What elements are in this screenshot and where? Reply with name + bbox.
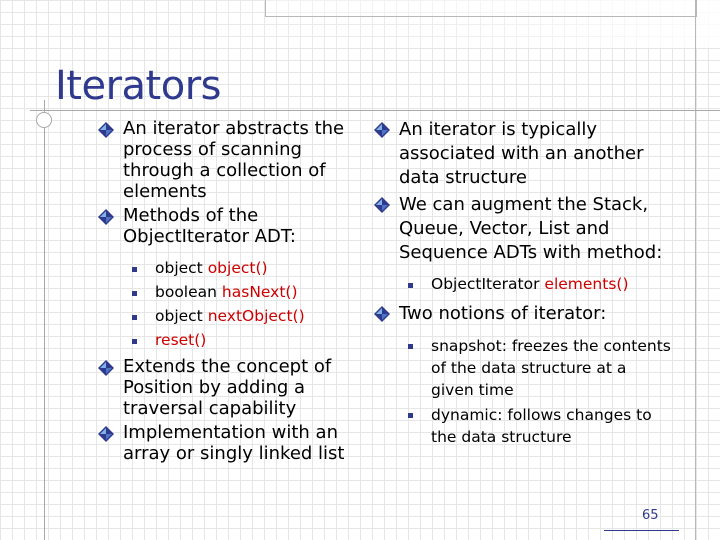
- method-item: [97, 280, 357, 304]
- square-bullet-icon: [132, 339, 137, 344]
- method-item: [97, 256, 357, 280]
- bullet-item: [97, 118, 357, 202]
- page-number-underline: [604, 530, 679, 531]
- method-item: [97, 304, 357, 328]
- slide-title: Iterators: [55, 63, 221, 109]
- square-bullet-icon: [408, 344, 413, 349]
- title-underline: [30, 110, 720, 111]
- method-name: elements(): [544, 275, 629, 293]
- square-bullet-icon: [408, 283, 413, 288]
- bullet-item: [97, 356, 357, 419]
- square-bullet-icon: [132, 291, 137, 296]
- bullet-item: [97, 205, 357, 247]
- right-decor-rule: [695, 0, 696, 540]
- square-bullet-icon: [132, 267, 137, 272]
- bullet-text: We can augment the Stack, Queue, Vector, List and Sequence ADTs with method:: [399, 194, 663, 263]
- method-type: boolean: [155, 283, 217, 301]
- square-bullet-icon: [408, 413, 413, 418]
- method-type: object: [155, 307, 203, 325]
- notion-item: [373, 335, 673, 401]
- diamond-bullet-icon: [97, 121, 115, 139]
- method-name: object(): [207, 259, 268, 277]
- notion-item: [373, 404, 673, 448]
- method-name: reset(): [155, 331, 207, 349]
- bullet-text: Two notions of iterator:: [399, 303, 607, 324]
- left-column: [97, 118, 357, 467]
- diamond-bullet-icon: [373, 305, 391, 323]
- method-item: [373, 272, 673, 296]
- diamond-bullet-icon: [373, 121, 391, 139]
- bullet-text: Methods of the ObjectIterator ADT:: [123, 205, 296, 247]
- right-column: [373, 118, 673, 451]
- page-number: 65: [642, 508, 659, 523]
- left-decor-rule: [44, 100, 45, 540]
- method-name: nextObject(): [207, 307, 305, 325]
- notion-text: dynamic: follows changes to the data structure: [431, 406, 652, 446]
- notion-text: snapshot: freezes the contents of the data structure at a given time: [431, 337, 671, 399]
- method-type: object: [155, 259, 203, 277]
- diamond-bullet-icon: [373, 196, 391, 214]
- diamond-bullet-icon: [97, 208, 115, 226]
- bullet-item: [97, 422, 357, 464]
- bullet-text: Extends the concept of Position by adding a traversal capability: [123, 356, 332, 419]
- method-name: hasNext(): [221, 283, 298, 301]
- bullet-item: [373, 193, 673, 265]
- square-bullet-icon: [132, 315, 137, 320]
- method-type: ObjectIterator: [431, 275, 540, 293]
- bullet-item: [373, 302, 673, 326]
- bullet-item: [373, 118, 673, 190]
- diamond-bullet-icon: [97, 359, 115, 377]
- method-item: [97, 328, 357, 352]
- bullet-text: An iterator is typically associated with an another data structure: [399, 119, 644, 188]
- diamond-bullet-icon: [97, 425, 115, 443]
- crosshair-decor-icon: [36, 112, 52, 128]
- top-decor-box: [265, 0, 697, 17]
- bullet-text: Implementation with an array or singly linked list: [123, 422, 345, 464]
- bullet-text: An iterator abstracts the process of scanning through a collection of elements: [123, 118, 345, 202]
